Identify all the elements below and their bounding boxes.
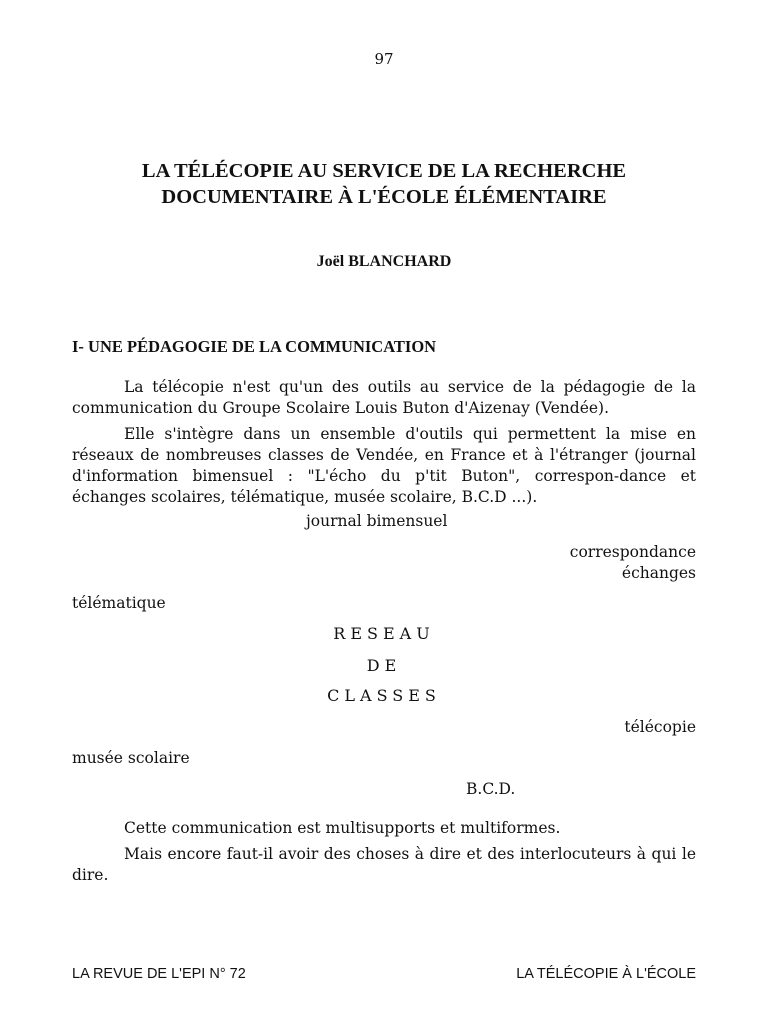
diagram-center-classes: CLASSES xyxy=(327,686,441,705)
diagram-label-telematique: télématique xyxy=(72,594,166,612)
diagram-label-correspondance: correspondance xyxy=(569,543,696,561)
title-line-1: LA TÉLÉCOPIE AU SERVICE DE LA RECHERCHE xyxy=(141,160,627,182)
diagram-center-reseau: RESEAU xyxy=(333,624,435,643)
title-line-2: DOCUMENTAIRE À L'ÉCOLE ÉLÉMENTAIRE xyxy=(161,186,607,208)
diagram-label-musee: musée scolaire xyxy=(72,749,190,767)
diagram-label-bcd: B.C.D. xyxy=(466,780,516,798)
diagram-label-echanges: échanges xyxy=(621,564,696,582)
diagram-label-journal: journal bimensuel xyxy=(306,512,448,530)
diagram-center-de: DE xyxy=(366,656,402,675)
paragraph-2: Elle s'intègre dans un ensemble d'outils qui permettent la mise en réseaux de nombreuses classes de Vendée, en France et à l'étranger (journal d'information bimensuel : "L'écho du p'tit Buton", correspon-dance et échanges scolaires, télématique, musée scolaire, B.C.D ...). xyxy=(72,425,696,506)
footer-left: LA REVUE DE L'EPI N° 72 xyxy=(72,966,246,982)
paragraph-4: Mais encore faut-il avoir des choses à dire et des interlocuteurs à qui le dire. xyxy=(72,845,696,884)
diagram-label-telecopie: télécopie xyxy=(624,718,696,736)
paragraph-3: Cette communication est multisupports et multiformes. xyxy=(124,819,561,837)
author-name: Joël BLANCHARD xyxy=(316,253,452,270)
article-title xyxy=(72,158,696,210)
footer-right: LA TÉLÉCOPIE À L'ÉCOLE xyxy=(516,966,696,982)
page-number: 97 xyxy=(374,50,394,68)
paragraph-1: La télécopie n'est qu'un des outils au service de la pédagogie de la communication du Groupe Scolaire Louis Buton d'Aizenay (Vendée). xyxy=(72,378,696,417)
section-heading: I- UNE PÉDAGOGIE DE LA COMMUNICATION xyxy=(72,337,437,356)
